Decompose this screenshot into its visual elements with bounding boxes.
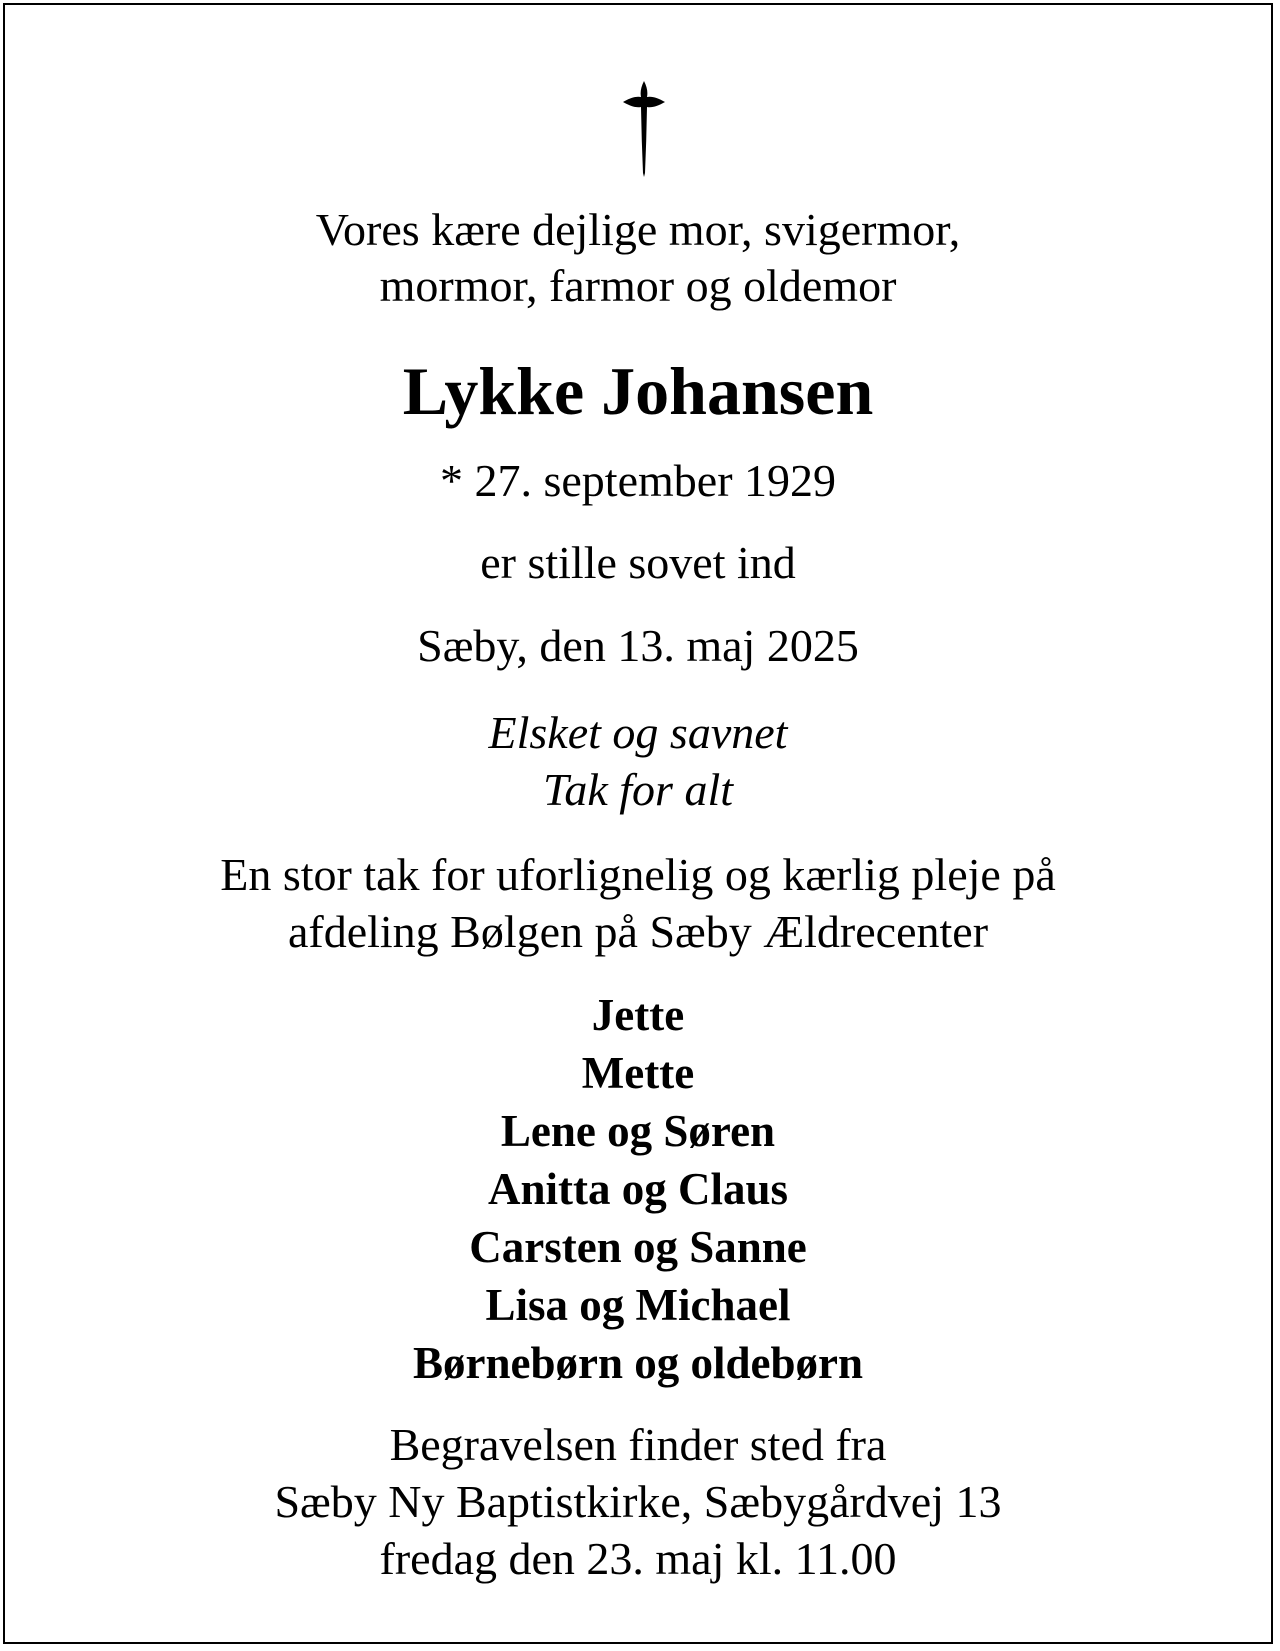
birth-date: * 27. september 1929: [439, 455, 837, 506]
funeral-info: [5, 1416, 1271, 1587]
family-member: Lene og Søren: [500, 1106, 776, 1156]
deceased-name: Lykke Johansen: [402, 353, 874, 429]
thanks-line: En stor tak for uforlignelig og kærlig pleje på: [220, 849, 1056, 900]
family-member: Jette: [591, 990, 685, 1040]
family-member: Mette: [581, 1048, 695, 1098]
intro-text: [5, 202, 1271, 314]
family-member: Carsten og Sanne: [469, 1222, 807, 1272]
family-member: Lisa og Michael: [485, 1280, 791, 1330]
intro-line: mormor, farmor og oldemor: [379, 260, 897, 311]
obituary-frame: [3, 3, 1273, 1644]
funeral-line: Begravelsen finder sted fra: [389, 1419, 887, 1470]
motto-line: Tak for alt: [542, 764, 734, 815]
motto: [5, 704, 1271, 818]
family-member: Anitta og Claus: [487, 1164, 789, 1214]
funeral-line: fredag den 23. maj kl. 11.00: [379, 1533, 897, 1584]
intro-line: Vores kære dejlige mor, svigermor,: [315, 204, 961, 255]
motto-line: Elsket og savnet: [488, 707, 788, 758]
thanks-text: [5, 846, 1271, 960]
funeral-line: Sæby Ny Baptistkirke, Sæbygårdvej 13: [274, 1476, 1002, 1527]
thanks-line: afdeling Bølgen på Sæby Ældrecenter: [287, 906, 989, 957]
family-member: Børnebørn og oldebørn: [412, 1338, 864, 1388]
place-date: Sæby, den 13. maj 2025: [417, 620, 859, 671]
family-list: [5, 986, 1271, 1392]
cross-icon: [617, 81, 671, 177]
passed-text: er stille sovet ind: [480, 537, 796, 588]
